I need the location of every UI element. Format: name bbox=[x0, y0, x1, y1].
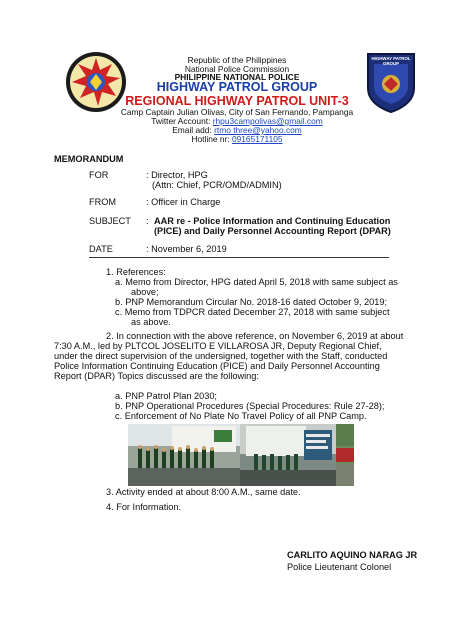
hotline-label: Hotline nr: bbox=[191, 134, 232, 144]
date-value: : November 6, 2019 bbox=[146, 244, 227, 254]
header-address: Camp Captain Julian Olivas, City of San Fernando, Pampanga bbox=[120, 107, 354, 117]
subject-line2: (PICE) and Daily Personnel Accounting Report (DPAR) bbox=[154, 226, 391, 236]
para2-line5: Report (DPAR) Topics discussed are the following: bbox=[54, 371, 259, 381]
para2-line3: under the direct supervision of the undersigned, together with the Staff, conducted bbox=[54, 351, 388, 361]
subject-label: SUBJECT bbox=[89, 216, 131, 226]
signatory-name: CARLITO AQUINO NARAG JR bbox=[287, 550, 418, 560]
activity-photo-left bbox=[128, 424, 240, 486]
email-link[interactable]: rtmo three@yahoo.com bbox=[214, 125, 302, 135]
from-value: : Officer in Charge bbox=[146, 197, 221, 207]
para2-line2: 7:30 A.M., led by PLTCOL JOSELITO E VILLAROSA JR, Deputy Regional Chief, bbox=[54, 341, 382, 351]
topic-b: b. PNP Operational Procedures (Special Procedures: Rule 27-28); bbox=[115, 401, 385, 411]
from-label: FROM bbox=[89, 197, 117, 207]
activity-photo-right bbox=[336, 424, 354, 486]
subject-colon: : bbox=[146, 216, 149, 226]
signatory-rank: Police Lieutenant Colonel bbox=[287, 562, 392, 572]
hpg-logo-text: HIGHWAY PATROL GROUP bbox=[371, 56, 411, 66]
item-3: 3. Activity ended at about 8:00 A.M., same date. bbox=[106, 487, 301, 497]
twitter-link[interactable]: rhpu3campolivas@gmail.com bbox=[212, 116, 323, 126]
ref-c-line1: c. Memo from TDPCR dated December 27, 2018 with same subject bbox=[115, 307, 390, 317]
header-hotline bbox=[0, 134, 474, 144]
hotline-link[interactable]: 09165171105 bbox=[231, 134, 283, 144]
subject-line1: AAR re - Police Information and Continuing Education bbox=[154, 216, 391, 226]
ref-c-line2: as above. bbox=[131, 317, 171, 327]
header-pnp: PHILIPPINE NATIONAL POLICE bbox=[174, 72, 300, 82]
header-hpg: HIGHWAY PATROL GROUP bbox=[156, 80, 318, 94]
header-republic: Republic of the Philippines bbox=[187, 55, 287, 65]
header-rhpu: REGIONAL HIGHWAY PATROL UNIT-3 bbox=[125, 94, 349, 108]
references-title: 1. References: bbox=[106, 267, 166, 277]
header-napolcom: National Police Commission bbox=[184, 64, 290, 74]
for-value-attn: (Attn: Chief, PCR/OMD/ADMIN) bbox=[152, 180, 282, 190]
ref-a-line2: above; bbox=[131, 287, 159, 297]
topic-a: a. PNP Patrol Plan 2030; bbox=[115, 391, 217, 401]
para2-line1: 2. In connection with the above reference, on November 6, 2019 at about bbox=[106, 331, 404, 341]
ref-b: b. PNP Memorandum Circular No. 2018-16 dated October 9, 2019; bbox=[115, 297, 388, 307]
for-label: FOR bbox=[89, 170, 109, 180]
para2-line4: Police Information Continuing Education (PICE) and Daily Personnel Accounting bbox=[54, 361, 380, 371]
activity-photo-middle bbox=[240, 424, 336, 486]
topic-c: c. Enforcement of No Plate No Travel Policy of all PNP Camp. bbox=[115, 411, 367, 421]
memo-title: MEMORANDUM bbox=[54, 154, 124, 164]
twitter-label: Twitter Account: bbox=[151, 116, 213, 126]
for-value: : Director, HPG bbox=[146, 170, 208, 180]
ref-a-line1: a. Memo from Director, HPG dated April 5, 2018 with same subject as bbox=[115, 277, 398, 287]
item-4: 4. For Information. bbox=[106, 502, 182, 512]
date-underline bbox=[89, 257, 389, 258]
date-label: DATE bbox=[89, 244, 113, 254]
email-label: Email add: bbox=[172, 125, 215, 135]
